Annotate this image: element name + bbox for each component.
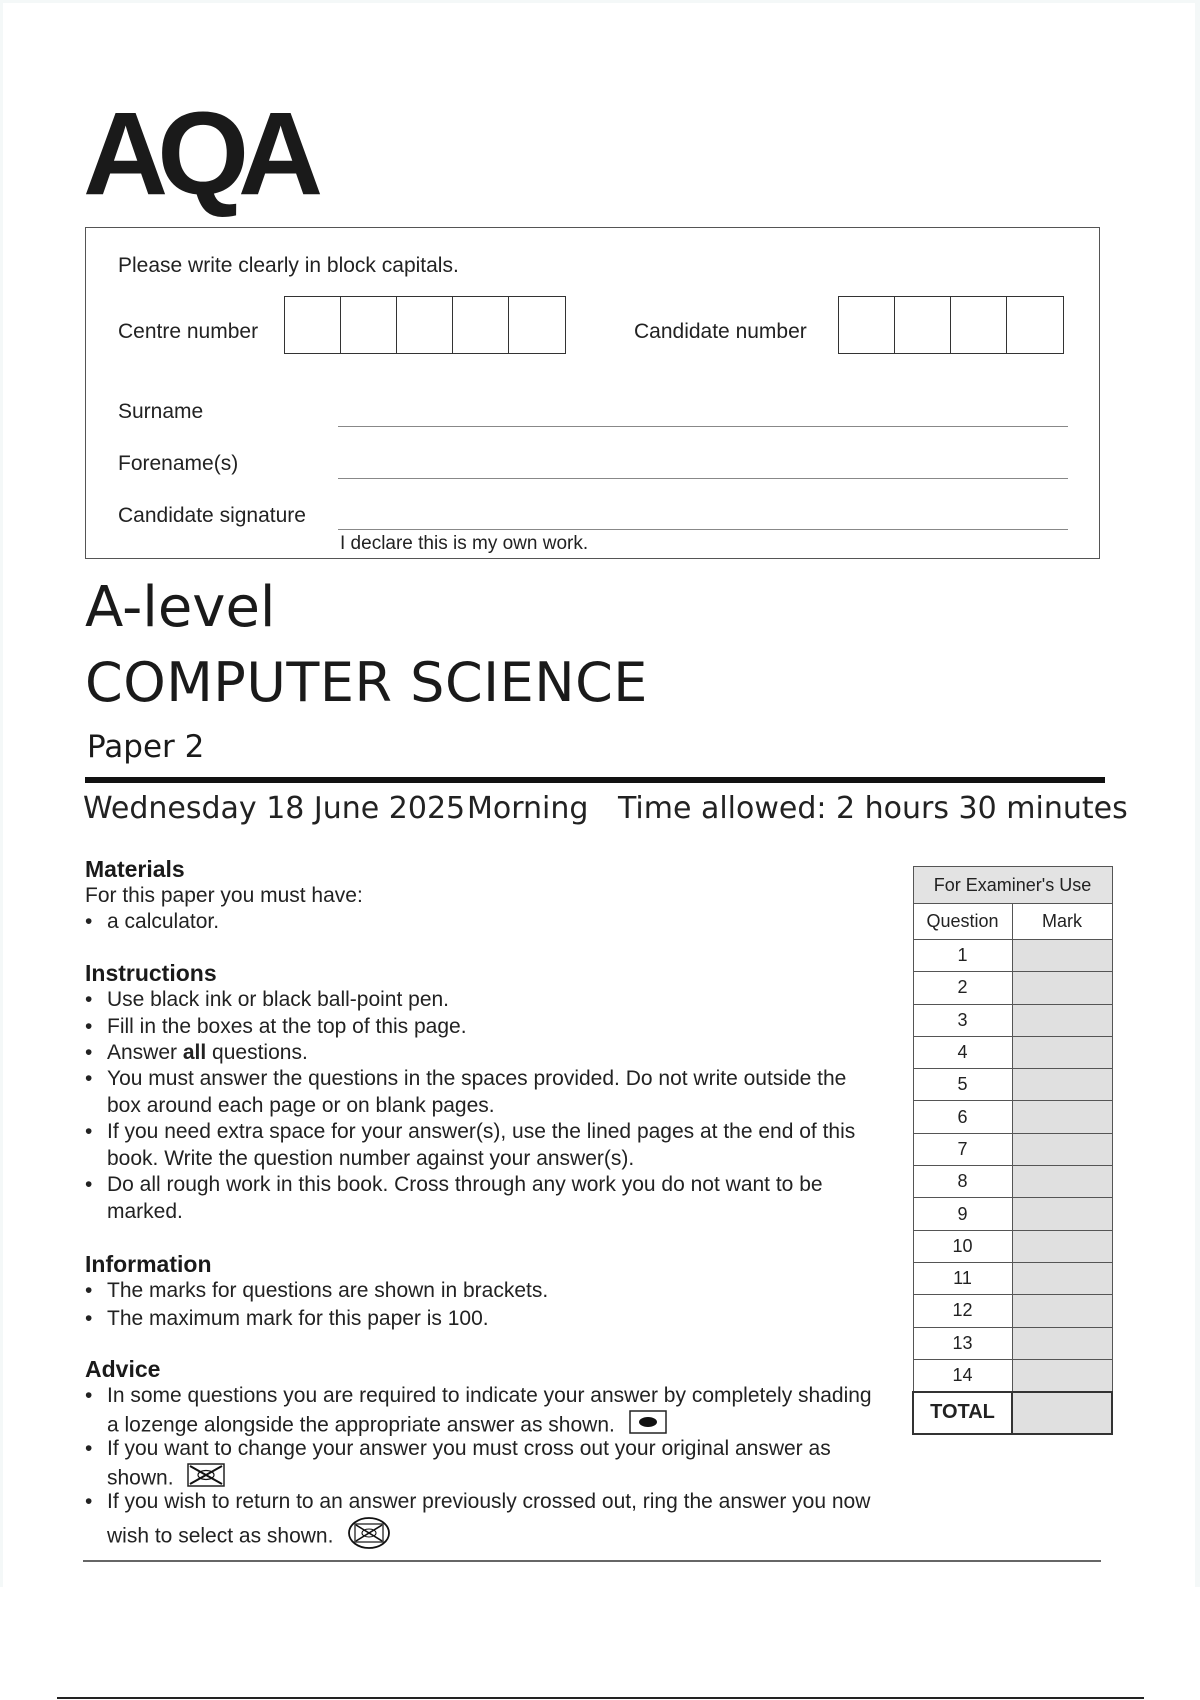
advice-item <box>85 1489 875 1557</box>
question-number-cell: 8 <box>913 1166 1012 1198</box>
title-divider <box>85 777 1105 783</box>
candidate-details-box <box>85 227 1100 559</box>
mark-cell <box>1012 940 1112 972</box>
mark-column-header: Mark <box>1012 904 1112 940</box>
examiner-table-row <box>913 1359 1112 1391</box>
total-label: TOTAL <box>913 1392 1012 1434</box>
mark-cell <box>1012 1004 1112 1036</box>
question-column-header: Question <box>913 904 1012 940</box>
examiner-table-row <box>913 1101 1112 1133</box>
forenames-line[interactable] <box>338 478 1068 479</box>
mark-cell <box>1012 1069 1112 1101</box>
signature-label: Candidate signature <box>118 504 306 527</box>
advice-item <box>85 1383 875 1441</box>
examiner-table-title: For Examiner's Use <box>913 867 1112 904</box>
signature-line[interactable] <box>338 529 1068 530</box>
question-number-cell: 12 <box>913 1295 1012 1327</box>
examiner-table-row <box>913 1198 1112 1230</box>
mark-cell <box>1012 1101 1112 1133</box>
question-number-cell: 13 <box>913 1327 1012 1359</box>
question-number-cell: 10 <box>913 1230 1012 1262</box>
candidate-number-digit[interactable] <box>951 297 1007 353</box>
examiner-table-row <box>913 1133 1112 1165</box>
examiner-table-row <box>913 1166 1112 1198</box>
question-number-cell: 7 <box>913 1133 1012 1165</box>
instruction-item: • Do all rough work in this book. Cross through any work you do not want to be marked. <box>85 1172 875 1225</box>
centre-number-digit[interactable] <box>285 297 341 353</box>
centre-number-label: Centre number <box>118 320 259 343</box>
centre-number-digit[interactable] <box>453 297 509 353</box>
mark-cell <box>1012 1327 1112 1359</box>
declaration-text: I declare this is my own work. <box>340 533 589 554</box>
instruction-emphasis: all <box>182 1041 207 1064</box>
advice-text: If you want to change your answer you must cross out your original answer as shown. <box>107 1437 831 1489</box>
exam-session: Morning <box>467 791 589 826</box>
centre-number-boxes[interactable] <box>284 296 566 354</box>
question-number-cell: 3 <box>913 1004 1012 1036</box>
mark-cell <box>1012 972 1112 1004</box>
subject-title: COMPUTER SCIENCE <box>85 651 648 714</box>
examiner-table-row <box>913 972 1112 1004</box>
surname-line[interactable] <box>338 426 1068 427</box>
exam-cover-page <box>3 3 1195 1587</box>
instruction-item: • Use black ink or black ball-point pen. <box>85 987 875 1014</box>
section-end-rule <box>83 1560 1101 1562</box>
candidate-number-digit[interactable] <box>839 297 895 353</box>
advice-text: If you wish to return to an answer previously crossed out, ring the answer you now wish to select as shown. <box>107 1490 871 1547</box>
paper-number: Paper 2 <box>87 729 205 765</box>
mark-cell <box>1012 1036 1112 1068</box>
mark-cell <box>1012 1295 1112 1327</box>
examiner-table-row <box>913 1230 1112 1262</box>
information-item: • The marks for questions are shown in brackets. <box>85 1278 875 1305</box>
materials-heading: Materials <box>85 856 185 882</box>
examiner-table-rows <box>913 940 1112 1392</box>
surname-label: Surname <box>118 400 204 423</box>
candidate-number-label: Candidate number <box>634 320 807 343</box>
question-number-cell: 14 <box>913 1359 1012 1391</box>
aqa-logo: AQA <box>83 88 313 220</box>
exam-date: Wednesday 18 June 2025 <box>83 791 466 826</box>
examiner-table-row <box>913 1004 1112 1036</box>
qualification-level: A-level <box>85 575 276 640</box>
question-number-cell: 4 <box>913 1036 1012 1068</box>
instruction-item: • Fill in the boxes at the top of this page. <box>85 1014 875 1041</box>
question-number-cell: 1 <box>913 940 1012 972</box>
mark-cell <box>1012 1133 1112 1165</box>
centre-number-digit[interactable] <box>509 297 565 353</box>
advice-text: In some questions you are required to indicate your answer by completely shading a lozenge alongside the appropriate answer as shown. <box>107 1384 872 1436</box>
examiner-table-row <box>913 1069 1112 1101</box>
candidate-number-digit[interactable] <box>1007 297 1063 353</box>
examiner-use-table <box>912 866 1113 1435</box>
advice-heading: Advice <box>85 1356 161 1382</box>
information-heading: Information <box>85 1251 212 1277</box>
question-number-cell: 6 <box>913 1101 1012 1133</box>
next-page-rule <box>57 1697 1144 1699</box>
examiner-table-row <box>913 1262 1112 1294</box>
candidate-number-boxes[interactable] <box>838 296 1064 354</box>
centre-number-digit[interactable] <box>397 297 453 353</box>
total-mark-cell <box>1012 1392 1112 1434</box>
materials-intro: For this paper you must have: <box>85 884 363 907</box>
block-capitals-instruction: Please write clearly in block capitals. <box>118 254 459 277</box>
examiner-table-row <box>913 1036 1112 1068</box>
forenames-label: Forename(s) <box>118 452 239 475</box>
mark-cell <box>1012 1198 1112 1230</box>
instruction-text: Answer <box>107 1041 183 1064</box>
instruction-item <box>85 1040 875 1067</box>
candidate-number-digit[interactable] <box>895 297 951 353</box>
instruction-item: • If you need extra space for your answer(s), use the lined pages at the end of this book. Write the question number against your answer(s). <box>85 1119 875 1172</box>
instruction-text: questions. <box>206 1041 308 1064</box>
mark-cell <box>1012 1262 1112 1294</box>
mark-cell <box>1012 1230 1112 1262</box>
instruction-item: • You must answer the questions in the spaces provided. Do not write outside the box around each page or on blank pages. <box>85 1066 875 1119</box>
question-number-cell: 11 <box>913 1262 1012 1294</box>
advice-item <box>85 1436 875 1494</box>
examiner-table-row <box>913 1327 1112 1359</box>
examiner-table-row <box>913 1295 1112 1327</box>
mark-cell <box>1012 1166 1112 1198</box>
question-number-cell: 9 <box>913 1198 1012 1230</box>
mark-cell <box>1012 1359 1112 1391</box>
question-number-cell: 2 <box>913 972 1012 1004</box>
centre-number-digit[interactable] <box>341 297 397 353</box>
examiner-table-row <box>913 940 1112 972</box>
ringed-lozenge-icon <box>347 1516 391 1558</box>
time-allowed: Time allowed: 2 hours 30 minutes <box>618 791 1128 826</box>
materials-item: • a calculator. <box>85 909 875 936</box>
instructions-heading: Instructions <box>85 960 217 986</box>
information-item: • The maximum mark for this paper is 100. <box>85 1306 875 1333</box>
next-page-strip <box>0 1587 1200 1700</box>
question-number-cell: 5 <box>913 1069 1012 1101</box>
